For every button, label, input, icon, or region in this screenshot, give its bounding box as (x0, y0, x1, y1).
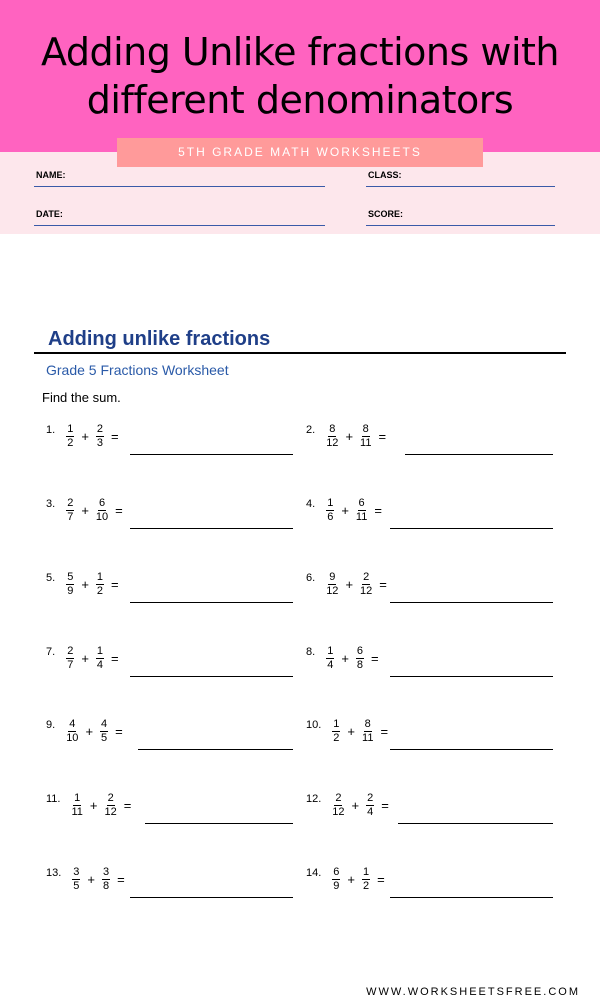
numerator: 2 (67, 496, 74, 509)
denominator: 12 (326, 584, 339, 597)
problem-7 (46, 642, 123, 674)
fraction-a (326, 423, 338, 450)
denominator: 12 (104, 805, 117, 818)
denominator: 11 (355, 510, 368, 523)
denominator: 11 (360, 436, 372, 449)
problem-8 (306, 642, 383, 674)
answer-line[interactable] (405, 454, 553, 455)
numerator: 2 (67, 644, 74, 657)
answer-line[interactable] (130, 602, 293, 603)
denominator: 4 (327, 658, 334, 671)
fraction-b (356, 497, 367, 524)
numerator: 2 (107, 791, 114, 804)
fraction-b (360, 571, 372, 598)
equals-sign: = (371, 650, 379, 666)
plus-sign: + (341, 502, 349, 518)
denominator: 4 (367, 805, 374, 818)
numerator: 5 (67, 570, 74, 583)
fraction-a (66, 423, 74, 450)
numerator: 2 (363, 570, 370, 583)
title-rule (34, 352, 566, 354)
fraction-a (332, 792, 344, 819)
fraction-b (360, 423, 371, 450)
problem-number: 8. (306, 646, 316, 658)
problem-1 (46, 420, 123, 452)
fraction-a (71, 792, 82, 819)
denominator: 9 (67, 584, 74, 597)
denominator: 11 (71, 805, 83, 818)
name-label: NAME: (36, 170, 66, 180)
denominator: 7 (67, 510, 74, 523)
problem-number: 9. (46, 719, 56, 731)
equals-sign: = (111, 576, 119, 592)
problem-number: 3. (46, 498, 56, 510)
banner-title-line2: different denominators (86, 78, 514, 122)
fraction-b (96, 497, 108, 524)
class-label: CLASS: (368, 170, 402, 180)
equals-sign: = (379, 576, 387, 592)
plus-sign: + (89, 797, 98, 813)
problem-number: 10. (306, 719, 322, 731)
problem-14 (306, 863, 389, 895)
numerator: 2 (367, 791, 374, 804)
answer-line[interactable] (130, 897, 293, 898)
answer-line[interactable] (145, 823, 293, 824)
denominator: 7 (67, 658, 74, 671)
plus-sign: + (351, 797, 360, 813)
problem-9 (46, 715, 127, 747)
problem-5 (46, 568, 123, 600)
fraction-a (66, 497, 74, 524)
banner-title (0, 28, 600, 124)
class-line[interactable] (366, 186, 555, 187)
numerator: 1 (327, 496, 334, 509)
equals-sign: = (111, 428, 119, 444)
fraction-b (96, 645, 104, 672)
fraction-b (100, 718, 108, 745)
plus-sign: + (347, 871, 356, 887)
numerator: 4 (69, 717, 76, 730)
equals-sign: = (115, 723, 123, 739)
numerator: 2 (96, 422, 104, 435)
fraction-a (66, 718, 78, 745)
denominator: 3 (96, 436, 104, 449)
numerator: 8 (364, 717, 371, 730)
problem-number: 12. (306, 793, 322, 805)
problem-3 (46, 494, 127, 526)
fraction-b (105, 792, 117, 819)
fraction-a (332, 718, 340, 745)
problem-12 (306, 789, 393, 821)
fraction-a (326, 571, 338, 598)
problem-number: 4. (306, 498, 316, 510)
grade-tag: 5TH GRADE MATH WORKSHEETS (117, 138, 483, 167)
plus-sign: + (347, 723, 356, 739)
problem-6 (306, 568, 391, 600)
answer-line[interactable] (130, 454, 293, 455)
denominator: 2 (333, 731, 340, 744)
plus-sign: + (345, 428, 354, 444)
numerator: 1 (74, 791, 81, 804)
equals-sign: = (115, 502, 123, 518)
fraction-b (102, 866, 110, 893)
denominator: 2 (363, 879, 370, 892)
problem-number: 13. (46, 867, 62, 879)
denominator: 11 (362, 731, 374, 744)
answer-line[interactable] (390, 528, 553, 529)
date-label: DATE: (36, 209, 63, 219)
equals-sign: = (377, 871, 385, 887)
problem-number: 1. (46, 424, 56, 436)
denominator: 10 (95, 510, 109, 523)
worksheet-subtitle: Grade 5 Fractions Worksheet (46, 362, 229, 378)
denominator: 5 (73, 879, 80, 892)
equals-sign: = (378, 428, 387, 444)
fraction-b (362, 718, 373, 745)
numerator: 1 (327, 644, 334, 657)
score-label: SCORE: (368, 209, 404, 219)
problem-number: 2. (306, 424, 316, 436)
instruction: Find the sum. (42, 390, 121, 405)
equals-sign: = (111, 650, 119, 666)
problem-number: 6. (306, 572, 316, 584)
answer-line[interactable] (390, 897, 553, 898)
name-line[interactable] (34, 186, 325, 187)
fraction-a (72, 866, 80, 893)
numerator: 1 (96, 570, 104, 583)
fraction-a (326, 645, 334, 672)
plus-sign: + (87, 871, 96, 887)
fraction-a (332, 866, 340, 893)
fraction-b (96, 571, 104, 598)
fraction-b (366, 792, 374, 819)
denominator: 4 (96, 658, 104, 671)
numerator: 6 (358, 496, 365, 509)
numerator: 8 (329, 422, 336, 435)
denominator: 8 (356, 658, 364, 671)
answer-line[interactable] (130, 528, 293, 529)
denominator: 12 (360, 584, 373, 597)
numerator: 9 (329, 570, 336, 583)
denominator: 8 (103, 879, 110, 892)
date-line[interactable] (34, 225, 325, 226)
numerator: 4 (101, 717, 108, 730)
plus-sign: + (341, 650, 349, 666)
plus-sign: + (81, 576, 89, 592)
denominator: 2 (67, 436, 74, 449)
problem-11 (46, 789, 135, 821)
answer-line[interactable] (130, 676, 293, 677)
fraction-a (66, 645, 74, 672)
numerator: 6 (98, 496, 106, 509)
problem-number: 11. (46, 793, 61, 805)
plus-sign: + (345, 576, 354, 592)
equals-sign: = (381, 797, 389, 813)
numerator: 2 (335, 791, 342, 804)
numerator: 3 (103, 865, 110, 878)
denominator: 5 (101, 731, 108, 744)
fraction-b (362, 866, 370, 893)
site-url: WWW.WORKSHEETSFREE.COM (366, 986, 580, 998)
title-banner (0, 0, 600, 152)
worksheet-title: Adding unlike fractions (48, 328, 271, 350)
fraction-a (326, 497, 334, 524)
problem-4 (306, 494, 386, 526)
fraction-b (356, 645, 364, 672)
answer-line[interactable] (390, 676, 553, 677)
fraction-a (66, 571, 74, 598)
denominator: 2 (96, 584, 104, 597)
denominator: 9 (333, 879, 340, 892)
numerator: 1 (67, 422, 74, 435)
plus-sign: + (85, 723, 94, 739)
problem-number: 14. (306, 867, 322, 879)
answer-line[interactable] (390, 602, 553, 603)
denominator: 12 (332, 805, 345, 818)
denominator: 6 (327, 510, 334, 523)
equals-sign: = (380, 723, 389, 739)
fraction-b (96, 423, 104, 450)
plus-sign: + (81, 650, 89, 666)
numerator: 1 (96, 644, 104, 657)
numerator: 6 (333, 865, 340, 878)
problem-number: 7. (46, 646, 56, 658)
plus-sign: + (81, 502, 89, 518)
denominator: 12 (326, 436, 339, 449)
problem-number: 5. (46, 572, 56, 584)
problem-13 (46, 863, 129, 895)
answer-line[interactable] (138, 749, 293, 750)
numerator: 3 (73, 865, 80, 878)
denominator: 10 (66, 731, 79, 744)
equals-sign: = (117, 871, 125, 887)
numerator: 1 (363, 865, 370, 878)
problem-10 (306, 715, 392, 747)
plus-sign: + (81, 428, 89, 444)
numerator: 1 (333, 717, 340, 730)
equals-sign: = (123, 797, 132, 813)
numerator: 8 (362, 422, 369, 435)
equals-sign: = (374, 502, 382, 518)
numerator: 6 (356, 644, 364, 657)
banner-title-line1: Adding Unlike fractions with (41, 30, 559, 74)
answer-line[interactable] (390, 749, 553, 750)
score-line[interactable] (366, 225, 555, 226)
problem-2 (306, 420, 390, 452)
answer-line[interactable] (398, 823, 553, 824)
